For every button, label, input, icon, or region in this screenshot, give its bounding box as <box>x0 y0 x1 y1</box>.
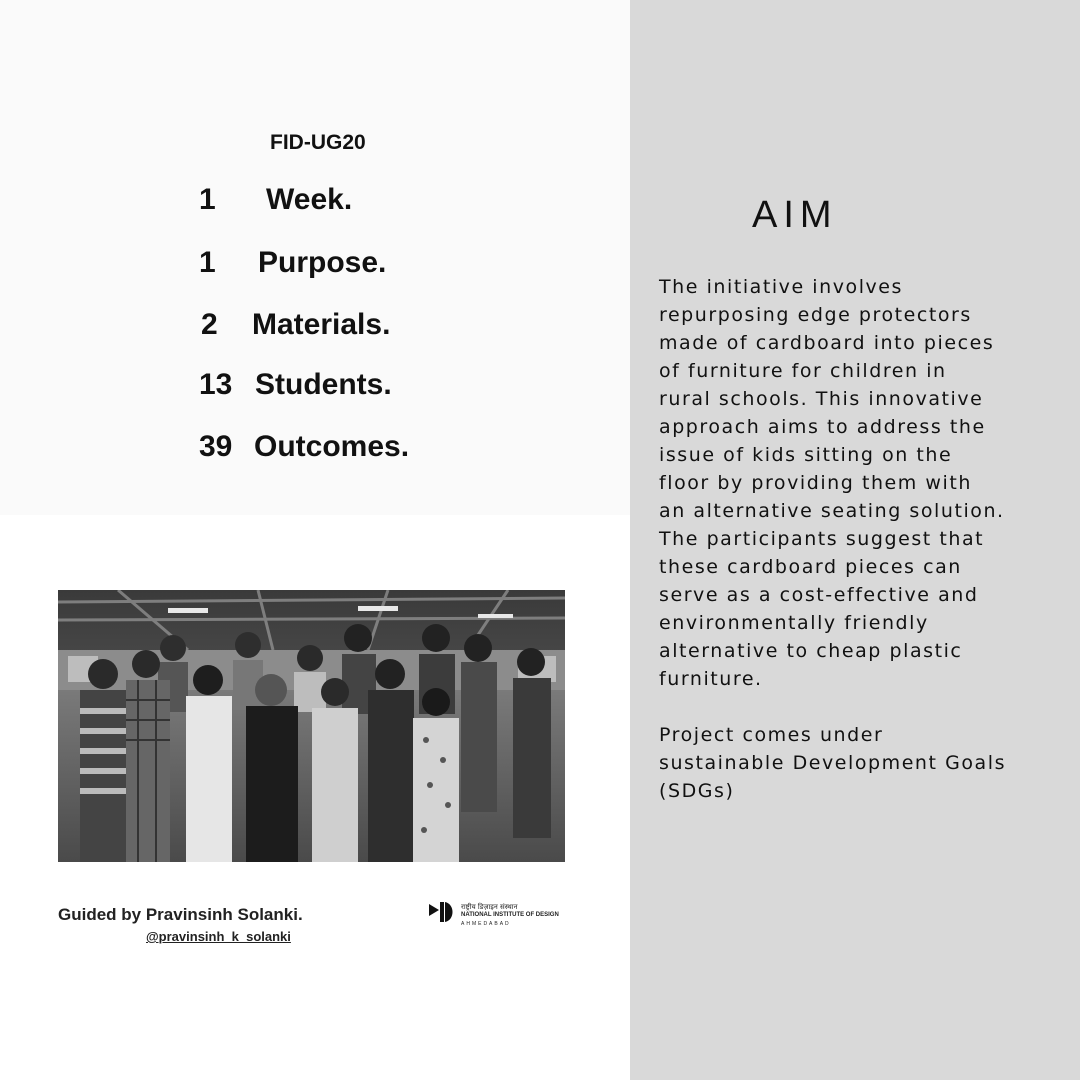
nid-logo-icon <box>427 900 457 924</box>
aim-description: The initiative involves repurposing edge protectors made of cardboard into pieces of furniture for children in rural schools. This innovative approach aims to address the issue of kids sitting on the floor by providing them with an alternative seating solution. The participants suggest that these cardboard pieces can serve as a cost-effective and environmentally friendly alternative to cheap plastic furniture. <box>659 276 1005 690</box>
stat-label-outcomes: Outcomes. <box>254 430 410 463</box>
logo-city: AHMEDABAD <box>461 921 511 927</box>
stat-number-outcomes: 39 <box>199 430 233 463</box>
group-photo <box>58 590 565 862</box>
instagram-handle-link[interactable]: @pravinsinh_k_solanki <box>146 929 291 944</box>
logo-english-name: NATIONAL INSTITUTE OF DESIGN <box>461 912 559 918</box>
logo-hindi-name: राष्ट्रीय डिज़ाइन संस्थान <box>461 903 518 911</box>
nid-logo <box>427 900 577 932</box>
stat-number-materials: 2 <box>201 308 218 341</box>
stat-number-weeks: 1 <box>199 183 216 216</box>
stat-number-purpose: 1 <box>199 246 216 279</box>
stat-label-students: Students. <box>255 368 392 401</box>
stat-label-purpose: Purpose. <box>258 246 387 279</box>
course-code: FID-UG20 <box>270 131 366 154</box>
stat-label-weeks: Week. <box>266 183 353 216</box>
sdg-note: Project comes under sustainable Development Goals (SDGs) <box>659 724 1007 802</box>
aim-heading: AIM <box>752 194 838 236</box>
guided-by-text: Guided by Pravinsinh Solanki. <box>58 905 303 924</box>
stat-label-materials: Materials. <box>252 308 391 341</box>
stat-number-students: 13 <box>199 368 233 401</box>
